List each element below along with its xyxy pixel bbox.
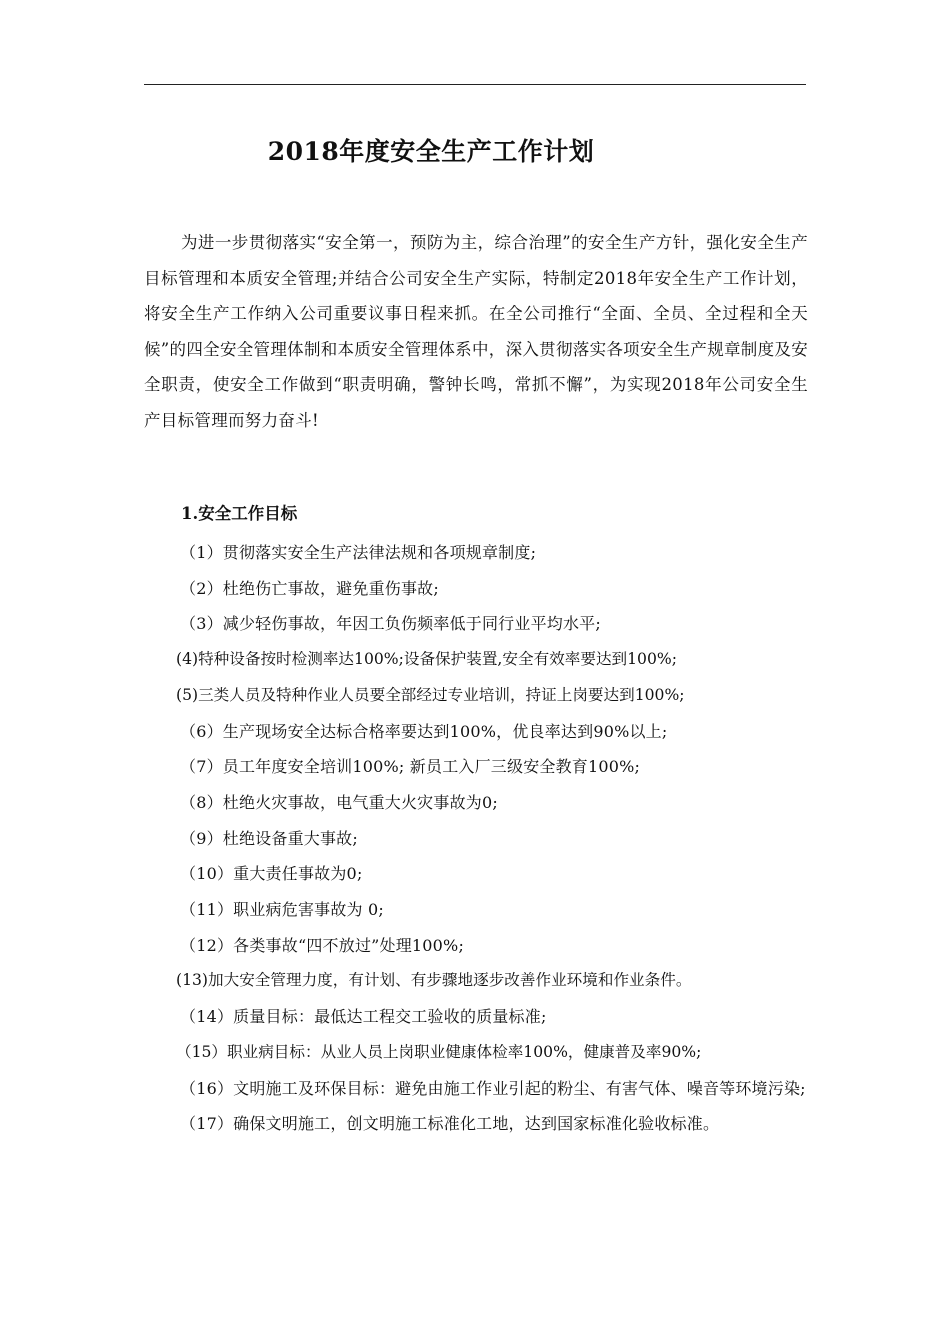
goal-item: （14）质量目标：最低达工程交工验收的质量标准; bbox=[180, 1007, 547, 1027]
goal-item: （6）生产现场安全达标合格率要达到100%，优良率达到90%以上; bbox=[180, 721, 668, 741]
goal-item: （11）职业病危害事故为 0; bbox=[180, 900, 385, 920]
header-rule bbox=[144, 84, 806, 85]
goal-item: （17）确保文明施工，创文明施工标准化工地，达到国家标准化验收标准。 bbox=[180, 1114, 720, 1134]
goal-item: （10）重大责任事故为0; bbox=[180, 864, 363, 884]
goal-item: （7）员工年度安全培训100%; 新员工入厂三级安全教育100%; bbox=[180, 757, 641, 777]
intro-paragraph: 为进一步贯彻落实“安全第一，预防为主，综合治理”的安全生产方针，强化安全生产目标管理和本质安全管理;并结合公司安全生产实际，特制定2018年安全生产工作计划，将安全生产工作纳入公司重要议事日程来抓。在全公司推行“全面、全员、全过程和全天候”的四全安全管理体制和本质安全管理体系中，深入贯彻落实各项安全生产规章制度及安全职责，使安全工作做到“职责明确，警钟长鸣，常抓不懈”，为实现2018年公司安全生产目标管理而努力奋斗! bbox=[144, 233, 808, 430]
goal-item: （15）职业病目标：从业人员上岗职业健康体检率100%，健康普及率90%; bbox=[176, 1042, 702, 1061]
goal-item: （16）文明施工及环保目标：避免由施工作业引起的粉尘、有害气体、噪音等环境污染; bbox=[180, 1078, 806, 1098]
goal-item: （3）减少轻伤事故，年因工负伤频率低于同行业平均水平; bbox=[180, 614, 601, 634]
goal-item: （1）贯彻落实安全生产法律法规和各项规章制度; bbox=[180, 543, 537, 562]
goal-item: （8）杜绝火灾事故，电气重大火灾事故为0; bbox=[180, 792, 498, 812]
goal-item: (13)加大安全管理力度，有计划、有步骤地逐步改善作业环境和作业条件。 bbox=[176, 971, 692, 990]
section-heading: 1.安全工作目标 bbox=[181, 504, 298, 523]
goal-list bbox=[144, 535, 808, 1142]
goal-item: (5)三类人员及特种作业人员要全部经过专业培训，持证上岗要达到100%; bbox=[176, 685, 685, 704]
goal-item: （9）杜绝设备重大事故; bbox=[180, 828, 358, 848]
goal-item: （12）各类事故“四不放过”处理100%; bbox=[180, 935, 465, 955]
goal-item: (4)特种设备按时检测率达100%;设备保护装置,安全有效率要达到100%; bbox=[176, 650, 677, 669]
goal-item: （2）杜绝伤亡事故，避免重伤事故; bbox=[180, 578, 439, 598]
document-title: 2018年度安全生产工作计划 bbox=[267, 137, 595, 166]
